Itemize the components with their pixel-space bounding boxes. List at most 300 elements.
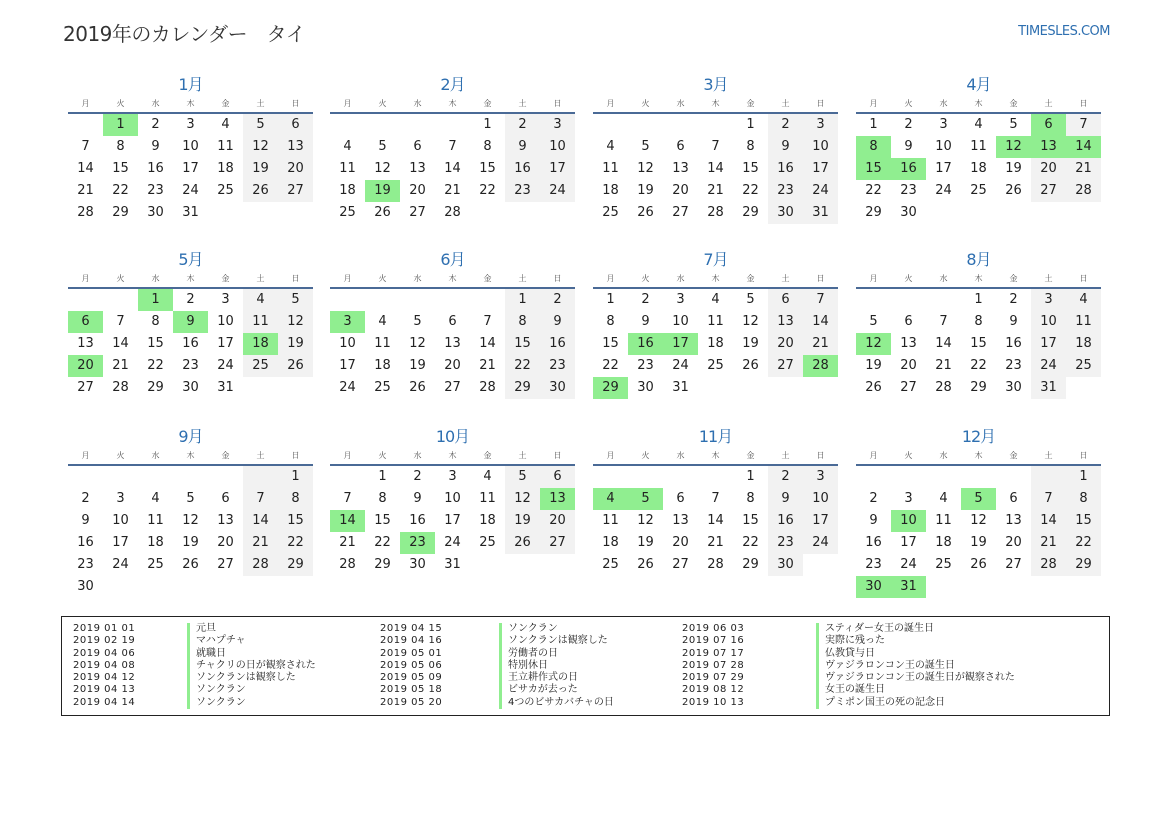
day-cell[interactable]: 17 [803,510,838,532]
day-cell[interactable]: 19 [409,358,426,373]
day-cell[interactable]: 3 [803,114,838,136]
day-cell[interactable]: 6 [1009,491,1018,506]
day-cell[interactable]: 20 [540,510,575,532]
day-cell[interactable]: 9 [81,513,90,528]
day-cell[interactable]: 5 [961,488,996,510]
day-cell[interactable]: 17 [900,535,917,550]
day-cell[interactable]: 20 [768,333,803,355]
day-cell[interactable]: 16 [1005,336,1022,351]
day-cell[interactable]: 11 [970,139,987,154]
day-cell[interactable]: 5 [505,466,540,488]
day-cell[interactable]: 29 [970,380,987,395]
day-cell[interactable]: 13 [1005,513,1022,528]
day-cell[interactable]: 7 [1066,114,1101,136]
day-cell[interactable]: 29 [147,380,164,395]
day-cell[interactable]: 3 [803,466,838,488]
day-cell[interactable]: 3 [904,491,913,506]
day-cell[interactable]: 7 [343,491,352,506]
day-cell[interactable]: 8 [856,136,891,158]
day-cell[interactable]: 15 [856,158,891,180]
day-cell[interactable]: 30 [856,576,891,598]
day-cell[interactable]: 31 [217,380,234,395]
day-cell[interactable]: 3 [939,117,948,132]
day-cell[interactable]: 11 [217,139,234,154]
day-cell[interactable]: 1 [138,289,173,311]
day-cell[interactable]: 5 [869,314,878,329]
day-cell[interactable]: 28 [479,380,496,395]
day-cell[interactable]: 17 [339,358,356,373]
day-cell[interactable]: 12 [637,161,654,176]
day-cell[interactable]: 28 [1066,180,1101,202]
day-cell[interactable]: 5 [1009,117,1018,132]
day-cell[interactable]: 24 [935,183,952,198]
day-cell[interactable]: 8 [483,139,492,154]
day-cell[interactable]: 29 [505,377,540,399]
day-cell[interactable]: 24 [672,358,689,373]
day-cell[interactable]: 2 [186,292,195,307]
day-cell[interactable]: 5 [641,139,650,154]
day-cell[interactable]: 16 [77,535,94,550]
day-cell[interactable]: 23 [768,532,803,554]
day-cell[interactable]: 14 [1031,510,1066,532]
day-cell[interactable]: 11 [707,314,724,329]
day-cell[interactable]: 18 [707,336,724,351]
day-cell[interactable]: 23 [540,355,575,377]
day-cell[interactable]: 25 [479,535,496,550]
day-cell[interactable]: 22 [479,183,496,198]
day-cell[interactable]: 29 [278,554,313,576]
day-cell[interactable]: 16 [768,510,803,532]
day-cell[interactable]: 31 [672,380,689,395]
day-cell[interactable]: 19 [182,535,199,550]
day-cell[interactable]: 15 [147,336,164,351]
day-cell[interactable]: 7 [711,139,720,154]
day-cell[interactable]: 15 [602,336,619,351]
day-cell[interactable]: 4 [939,491,948,506]
day-cell[interactable]: 13 [768,311,803,333]
day-cell[interactable]: 20 [444,358,461,373]
day-cell[interactable]: 21 [479,358,496,373]
day-cell[interactable]: 15 [479,161,496,176]
day-cell[interactable]: 6 [448,314,457,329]
day-cell[interactable]: 20 [278,158,313,180]
day-cell[interactable]: 25 [147,557,164,572]
day-cell[interactable]: 30 [900,205,917,220]
day-cell[interactable]: 4 [483,469,492,484]
day-cell[interactable]: 30 [540,377,575,399]
day-cell[interactable]: 16 [540,333,575,355]
day-cell[interactable]: 15 [742,161,759,176]
day-cell[interactable]: 22 [278,532,313,554]
day-cell[interactable]: 27 [1005,557,1022,572]
day-cell[interactable]: 12 [996,136,1031,158]
day-cell[interactable]: 22 [742,183,759,198]
day-cell[interactable]: 25 [602,205,619,220]
day-cell[interactable]: 28 [444,205,461,220]
day-cell[interactable]: 9 [768,488,803,510]
day-cell[interactable]: 27 [278,180,313,202]
day-cell[interactable]: 2 [151,117,160,132]
day-cell[interactable]: 23 [77,557,94,572]
day-cell[interactable]: 16 [628,333,663,355]
day-cell[interactable]: 22 [147,358,164,373]
day-cell[interactable]: 6 [221,491,230,506]
day-cell[interactable]: 8 [116,139,125,154]
day-cell[interactable]: 15 [970,336,987,351]
site-name[interactable]: TIMESLES.COM [1018,24,1110,39]
day-cell[interactable]: 7 [81,139,90,154]
day-cell[interactable]: 16 [768,158,803,180]
day-cell[interactable]: 5 [243,114,278,136]
day-cell[interactable]: 8 [278,488,313,510]
day-cell[interactable]: 22 [742,535,759,550]
day-cell[interactable]: 3 [676,292,685,307]
day-cell[interactable]: 15 [374,513,391,528]
day-cell[interactable]: 13 [444,336,461,351]
day-cell[interactable]: 28 [339,557,356,572]
day-cell[interactable]: 9 [173,311,208,333]
day-cell[interactable]: 26 [182,557,199,572]
day-cell[interactable]: 10 [1031,311,1066,333]
day-cell[interactable]: 16 [147,161,164,176]
day-cell[interactable]: 21 [803,333,838,355]
day-cell[interactable]: 7 [803,289,838,311]
day-cell[interactable]: 7 [448,139,457,154]
day-cell[interactable]: 31 [891,576,926,598]
day-cell[interactable]: 10 [112,513,129,528]
day-cell[interactable]: 25 [243,355,278,377]
day-cell[interactable]: 13 [900,336,917,351]
day-cell[interactable]: 12 [856,333,891,355]
day-cell[interactable]: 24 [540,180,575,202]
day-cell[interactable]: 6 [413,139,422,154]
day-cell[interactable]: 31 [803,202,838,224]
day-cell[interactable]: 1 [483,117,492,132]
day-cell[interactable]: 12 [505,488,540,510]
day-cell[interactable]: 26 [637,557,654,572]
day-cell[interactable]: 3 [221,292,230,307]
day-cell[interactable]: 29 [593,377,628,399]
day-cell[interactable]: 29 [742,557,759,572]
day-cell[interactable]: 12 [278,311,313,333]
day-cell[interactable]: 10 [803,136,838,158]
day-cell[interactable]: 20 [68,355,103,377]
day-cell[interactable]: 27 [444,380,461,395]
day-cell[interactable]: 24 [339,380,356,395]
day-cell[interactable]: 16 [505,158,540,180]
day-cell[interactable]: 25 [970,183,987,198]
day-cell[interactable]: 14 [330,510,365,532]
day-cell[interactable]: 3 [330,311,365,333]
day-cell[interactable]: 10 [540,136,575,158]
day-cell[interactable]: 7 [243,488,278,510]
day-cell[interactable]: 16 [865,535,882,550]
day-cell[interactable]: 11 [243,311,278,333]
day-cell[interactable]: 13 [672,161,689,176]
day-cell[interactable]: 9 [869,513,878,528]
day-cell[interactable]: 27 [217,557,234,572]
day-cell[interactable]: 31 [182,205,199,220]
day-cell[interactable]: 24 [1031,355,1066,377]
day-cell[interactable]: 22 [374,535,391,550]
day-cell[interactable]: 18 [602,183,619,198]
day-cell[interactable]: 10 [803,488,838,510]
day-cell[interactable]: 7 [711,491,720,506]
day-cell[interactable]: 11 [602,513,619,528]
day-cell[interactable]: 18 [935,535,952,550]
day-cell[interactable]: 12 [637,513,654,528]
day-cell[interactable]: 21 [935,358,952,373]
day-cell[interactable]: 10 [217,314,234,329]
day-cell[interactable]: 26 [865,380,882,395]
day-cell[interactable]: 13 [409,161,426,176]
day-cell[interactable]: 21 [77,183,94,198]
day-cell[interactable]: 14 [707,161,724,176]
day-cell[interactable]: 2 [540,289,575,311]
day-cell[interactable]: 9 [904,139,913,154]
day-cell[interactable]: 28 [935,380,952,395]
day-cell[interactable]: 26 [970,557,987,572]
day-cell[interactable]: 21 [444,183,461,198]
day-cell[interactable]: 9 [151,139,160,154]
day-cell[interactable]: 30 [1005,380,1022,395]
day-cell[interactable]: 2 [869,491,878,506]
day-cell[interactable]: 16 [409,513,426,528]
day-cell[interactable]: 13 [1031,136,1066,158]
day-cell[interactable]: 23 [400,532,435,554]
day-cell[interactable]: 20 [672,183,689,198]
day-cell[interactable]: 26 [742,358,759,373]
day-cell[interactable]: 29 [742,205,759,220]
day-cell[interactable]: 27 [672,557,689,572]
day-cell[interactable]: 28 [707,205,724,220]
day-cell[interactable]: 30 [637,380,654,395]
day-cell[interactable]: 23 [1005,358,1022,373]
day-cell[interactable]: 25 [602,557,619,572]
day-cell[interactable]: 30 [768,554,803,576]
day-cell[interactable]: 6 [768,289,803,311]
day-cell[interactable]: 9 [641,314,650,329]
day-cell[interactable]: 12 [243,136,278,158]
day-cell[interactable]: 21 [339,535,356,550]
day-cell[interactable]: 28 [803,355,838,377]
day-cell[interactable]: 12 [374,161,391,176]
day-cell[interactable]: 4 [151,491,160,506]
day-cell[interactable]: 26 [409,380,426,395]
day-cell[interactable]: 15 [112,161,129,176]
day-cell[interactable]: 2 [81,491,90,506]
day-cell[interactable]: 11 [147,513,164,528]
day-cell[interactable]: 22 [505,355,540,377]
day-cell[interactable]: 24 [217,358,234,373]
day-cell[interactable]: 18 [339,183,356,198]
day-cell[interactable]: 21 [707,183,724,198]
day-cell[interactable]: 20 [900,358,917,373]
day-cell[interactable]: 27 [768,355,803,377]
day-cell[interactable]: 17 [803,158,838,180]
day-cell[interactable]: 6 [68,311,103,333]
day-cell[interactable]: 13 [77,336,94,351]
day-cell[interactable]: 18 [602,535,619,550]
day-cell[interactable]: 7 [116,314,125,329]
day-cell[interactable]: 19 [742,336,759,351]
day-cell[interactable]: 4 [593,488,628,510]
day-cell[interactable]: 28 [707,557,724,572]
day-cell[interactable]: 4 [606,139,615,154]
day-cell[interactable]: 8 [746,491,755,506]
day-cell[interactable]: 17 [444,513,461,528]
day-cell[interactable]: 25 [707,358,724,373]
day-cell[interactable]: 5 [278,289,313,311]
day-cell[interactable]: 27 [409,205,426,220]
day-cell[interactable]: 21 [112,358,129,373]
day-cell[interactable]: 1 [505,289,540,311]
day-cell[interactable]: 23 [865,557,882,572]
day-cell[interactable]: 14 [112,336,129,351]
day-cell[interactable]: 28 [243,554,278,576]
day-cell[interactable]: 6 [278,114,313,136]
day-cell[interactable]: 14 [444,161,461,176]
day-cell[interactable]: 17 [217,336,234,351]
day-cell[interactable]: 24 [444,535,461,550]
day-cell[interactable]: 1 [746,469,755,484]
day-cell[interactable]: 6 [540,466,575,488]
day-cell[interactable]: 26 [1005,183,1022,198]
day-cell[interactable]: 3 [1031,289,1066,311]
day-cell[interactable]: 4 [378,314,387,329]
day-cell[interactable]: 5 [186,491,195,506]
day-cell[interactable]: 25 [374,380,391,395]
day-cell[interactable]: 2 [413,469,422,484]
day-cell[interactable]: 16 [891,158,926,180]
day-cell[interactable]: 18 [147,535,164,550]
day-cell[interactable]: 5 [746,292,755,307]
day-cell[interactable]: 19 [637,183,654,198]
day-cell[interactable]: 30 [147,205,164,220]
day-cell[interactable]: 13 [672,513,689,528]
day-cell[interactable]: 15 [742,513,759,528]
day-cell[interactable]: 6 [1031,114,1066,136]
day-cell[interactable]: 2 [768,466,803,488]
day-cell[interactable]: 25 [935,557,952,572]
day-cell[interactable]: 11 [1066,311,1101,333]
day-cell[interactable]: 17 [112,535,129,550]
day-cell[interactable]: 3 [116,491,125,506]
day-cell[interactable]: 11 [374,336,391,351]
day-cell[interactable]: 7 [483,314,492,329]
day-cell[interactable]: 25 [217,183,234,198]
day-cell[interactable]: 19 [365,180,400,202]
day-cell[interactable]: 20 [1031,158,1066,180]
day-cell[interactable]: 29 [865,205,882,220]
day-cell[interactable]: 4 [343,139,352,154]
day-cell[interactable]: 25 [339,205,356,220]
day-cell[interactable]: 13 [278,136,313,158]
day-cell[interactable]: 12 [970,513,987,528]
day-cell[interactable]: 19 [505,510,540,532]
day-cell[interactable]: 11 [339,161,356,176]
day-cell[interactable]: 21 [707,535,724,550]
day-cell[interactable]: 18 [970,161,987,176]
day-cell[interactable]: 31 [444,557,461,572]
day-cell[interactable]: 8 [378,491,387,506]
day-cell[interactable]: 24 [112,557,129,572]
day-cell[interactable]: 9 [540,311,575,333]
day-cell[interactable]: 23 [900,183,917,198]
day-cell[interactable]: 3 [448,469,457,484]
day-cell[interactable]: 29 [1066,554,1101,576]
day-cell[interactable]: 24 [803,532,838,554]
day-cell[interactable]: 22 [1066,532,1101,554]
day-cell[interactable]: 17 [182,161,199,176]
day-cell[interactable]: 13 [217,513,234,528]
day-cell[interactable]: 21 [1066,158,1101,180]
day-cell[interactable]: 19 [865,358,882,373]
day-cell[interactable]: 2 [1009,292,1018,307]
day-cell[interactable]: 8 [151,314,160,329]
day-cell[interactable]: 30 [77,579,94,594]
day-cell[interactable]: 30 [182,380,199,395]
day-cell[interactable]: 19 [637,535,654,550]
day-cell[interactable]: 23 [505,180,540,202]
day-cell[interactable]: 26 [505,532,540,554]
day-cell[interactable]: 5 [378,139,387,154]
day-cell[interactable]: 7 [939,314,948,329]
day-cell[interactable]: 17 [1031,333,1066,355]
day-cell[interactable]: 20 [1005,535,1022,550]
day-cell[interactable]: 6 [676,139,685,154]
day-cell[interactable]: 14 [803,311,838,333]
day-cell[interactable]: 4 [221,117,230,132]
day-cell[interactable]: 1 [378,469,387,484]
day-cell[interactable]: 4 [974,117,983,132]
day-cell[interactable]: 13 [540,488,575,510]
day-cell[interactable]: 5 [628,488,663,510]
day-cell[interactable]: 10 [182,139,199,154]
day-cell[interactable]: 12 [182,513,199,528]
day-cell[interactable]: 24 [803,180,838,202]
day-cell[interactable]: 1 [974,292,983,307]
day-cell[interactable]: 11 [602,161,619,176]
day-cell[interactable]: 10 [935,139,952,154]
day-cell[interactable]: 27 [672,205,689,220]
day-cell[interactable]: 24 [182,183,199,198]
day-cell[interactable]: 15 [505,333,540,355]
day-cell[interactable]: 19 [278,333,313,355]
day-cell[interactable]: 28 [1031,554,1066,576]
day-cell[interactable]: 2 [505,114,540,136]
day-cell[interactable]: 14 [243,510,278,532]
day-cell[interactable]: 10 [444,491,461,506]
day-cell[interactable]: 23 [637,358,654,373]
day-cell[interactable]: 9 [505,136,540,158]
day-cell[interactable]: 25 [1066,355,1101,377]
day-cell[interactable]: 18 [374,358,391,373]
day-cell[interactable]: 19 [1005,161,1022,176]
day-cell[interactable]: 1 [278,466,313,488]
day-cell[interactable]: 18 [479,513,496,528]
day-cell[interactable]: 14 [707,513,724,528]
day-cell[interactable]: 19 [243,158,278,180]
day-cell[interactable]: 1 [869,117,878,132]
day-cell[interactable]: 10 [339,336,356,351]
day-cell[interactable]: 27 [77,380,94,395]
day-cell[interactable]: 22 [602,358,619,373]
day-cell[interactable]: 18 [243,333,278,355]
day-cell[interactable]: 10 [891,510,926,532]
day-cell[interactable]: 8 [505,311,540,333]
day-cell[interactable]: 18 [1066,333,1101,355]
